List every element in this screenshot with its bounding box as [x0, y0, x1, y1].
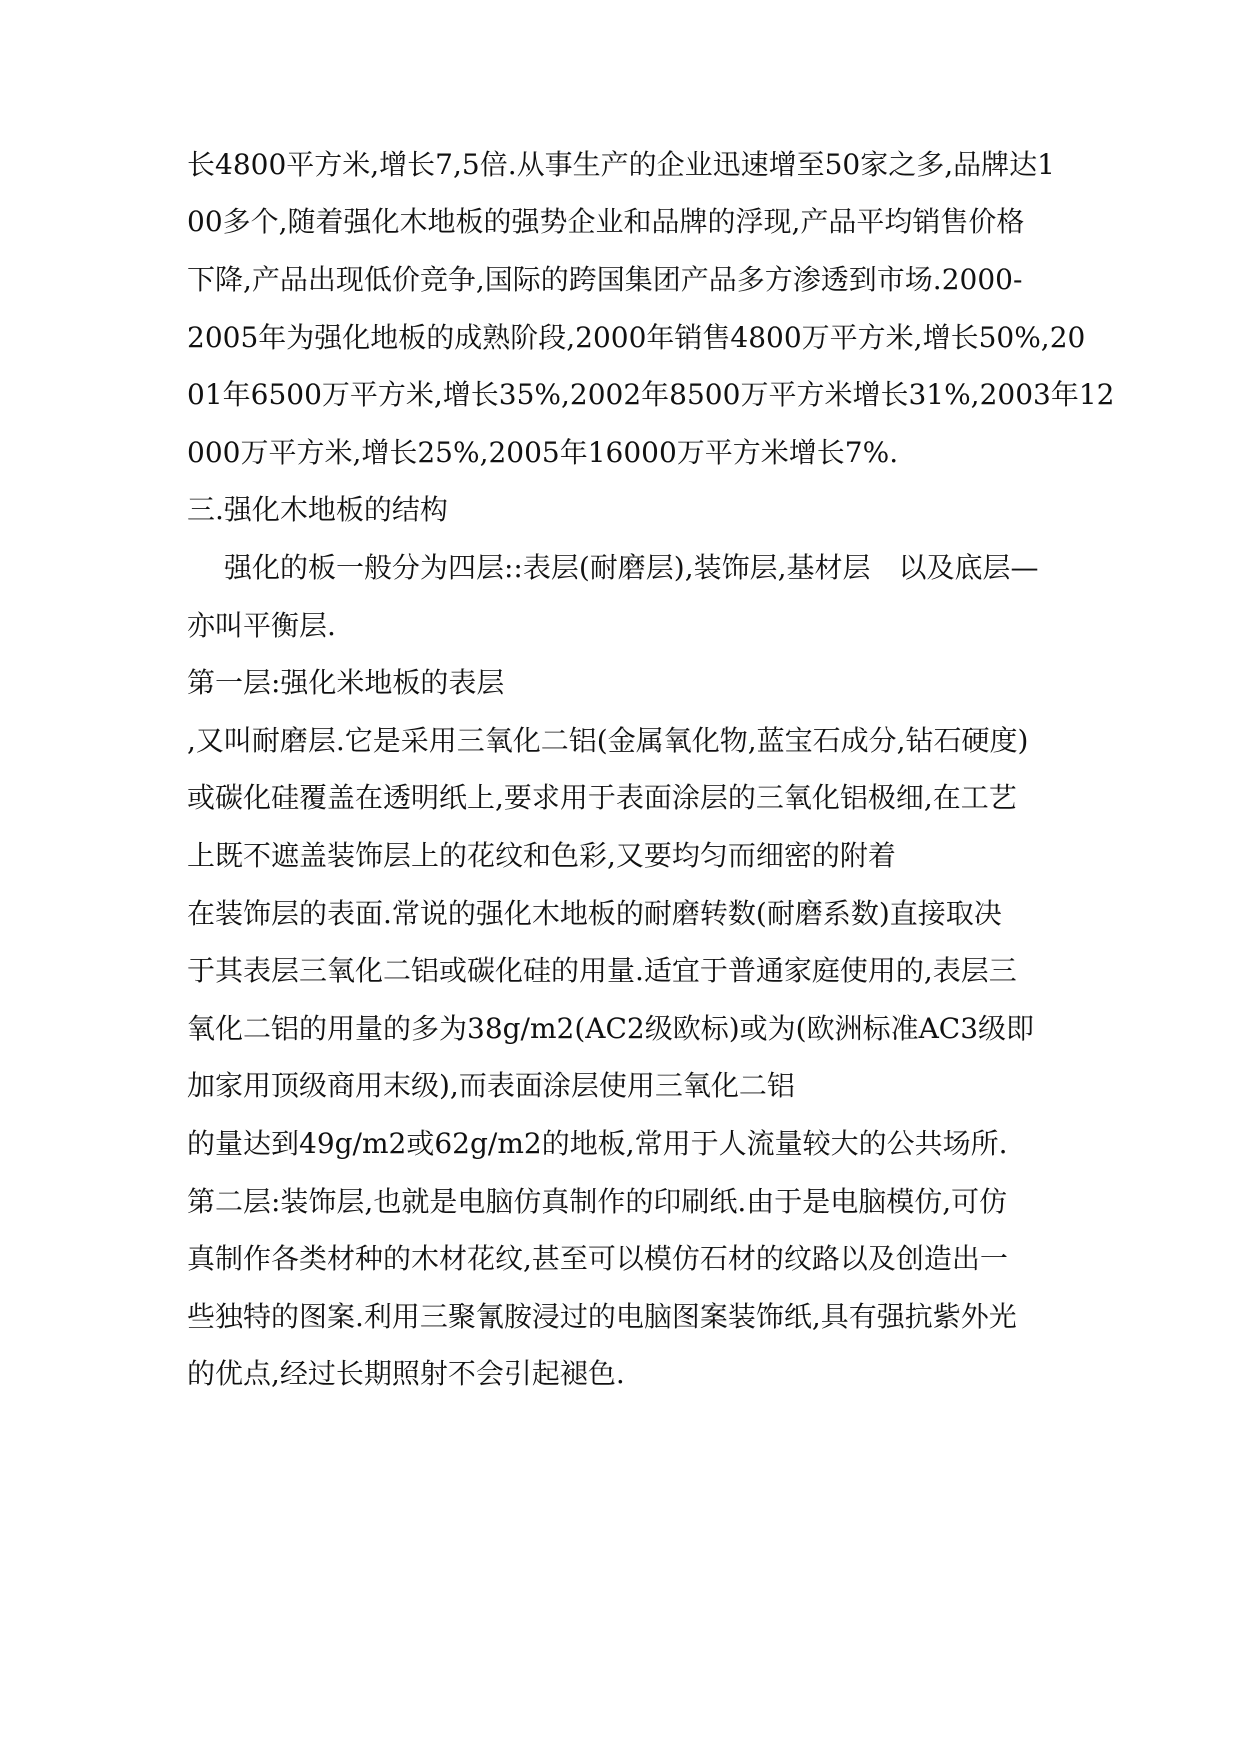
text-line: 00多个,随着强化木地板的强势企业和品牌的浮现,产品平均销售价格 — [187, 205, 1025, 238]
text-line: 的量达到49g/m2或62g/m2的地板,常用于人流量较大的公共场所. — [187, 1127, 1008, 1160]
text-line: 氧化二铝的用量的多为38g/m2(AC2级欧标)或为(欧洲标准AC3级即 — [187, 1012, 1035, 1045]
text-line: 000万平方米,增长25%,2005年16000万平方米增长7%. — [187, 436, 899, 469]
text-line: ,又叫耐磨层.它是采用三氧化二铝(金属氧化物,蓝宝石成分,钻石硬度) — [187, 724, 1029, 757]
paragraph-first-line: 强化的板一般分为四层::表层(耐磨层),装饰层,基材层 以及底层— — [224, 551, 1039, 584]
text-line: 下降,产品出现低价竞争,国际的跨国集团产品多方渗透到市场.2000- — [187, 263, 1023, 296]
text-line: 长4800平方米,增长7,5倍.从事生产的企业迅速增至50家之多,品牌达1 — [187, 148, 1055, 181]
text-line: 些独特的图案.利用三聚氰胺浸过的电脑图案装饰纸,具有强抗紫外光 — [187, 1300, 1017, 1333]
text-line: 2005年为强化地板的成熟阶段,2000年销售4800万平方米,增长50%,20 — [187, 321, 1086, 354]
text-line: 上既不遮盖装饰层上的花纹和色彩,又要均匀而细密的附着 — [187, 839, 896, 872]
text-line: 加家用顶级商用末级),而表面涂层使用三氧化二铝 — [187, 1069, 795, 1102]
text-line: 的优点,经过长期照射不会引起褪色. — [187, 1357, 625, 1390]
section-heading: 三.强化木地板的结构 — [187, 493, 448, 526]
layer-heading: 第一层:强化米地板的表层 — [187, 666, 505, 699]
text-line: 01年6500万平方米,增长35%,2002年8500万平方米增长31%,2003年12 — [187, 378, 1115, 411]
text-line: 于其表层三氧化二铝或碳化硅的用量.适宜于普通家庭使用的,表层三 — [187, 954, 1017, 987]
text-line: 真制作各类材种的木材花纹,甚至可以模仿石材的纹路以及创造出一 — [187, 1242, 1008, 1275]
text-line: 亦叫平衡层. — [187, 609, 336, 642]
layer-heading: 第二层:装饰层,也就是电脑仿真制作的印刷纸.由于是电脑模仿,可仿 — [187, 1185, 1008, 1218]
text-line: 或碳化硅覆盖在透明纸上,要求用于表面涂层的三氧化铝极细,在工艺 — [187, 781, 1017, 814]
text-line: 在装饰层的表面.常说的强化木地板的耐磨转数(耐磨系数)直接取决 — [187, 897, 1002, 930]
